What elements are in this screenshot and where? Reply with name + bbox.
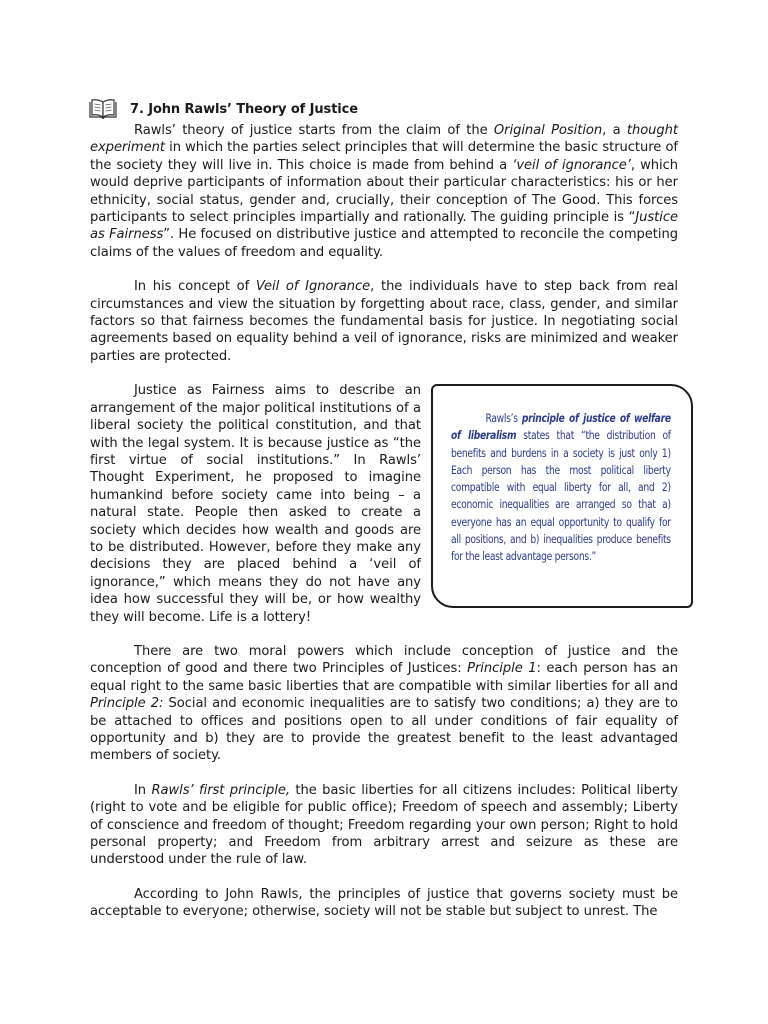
paragraph-veil-of-ignorance: In his concept of Veil of Ignorance, the individuals have to step back from real circumstances and view the situation by forgetting about race, class, gender, and similar factors so that fairness becomes the fundamental basis for justice. In negotiating social agreements based on equality behind a veil of ignorance, risks are minimized and weaker parties are protected. (90, 279, 679, 364)
document-page (90, 96, 678, 921)
section-heading (88, 96, 678, 122)
open-book-icon (88, 98, 118, 120)
paragraph-principles-of-justice: There are two moral powers which include conception of justice and the conception of good and there two Principles of Justices: Principle 1: each person has an equal right to the same basic liberties that are compatible with similar liberties for all and Principle 2: Social and economic inequalities are to satisfy two conditions; a) they are to be attached to offices and positions open to all under conditions of fair equality of opportunity and b) they are to provide the greatest benefit to the least advantaged members of society. (90, 643, 678, 764)
callout-emphasis: principle of justice of welfare of liberalism (451, 412, 671, 443)
paragraph-justice-as-fairness: Justice as Fairness aims to describe an arrangement of the major political institutions of a liberal society the political constitution, and that with the legal system. It is because justice as “the first virtue of social institutions.” In Rawls’ Thought Experiment, he proposed to imagine humankind before society came into being – a natural state. People then asked to create a society which decides how wealth and goods are to be distributed. However, before they make any decisions they are placed behind a ‘veil of ignorance,” which means they do not have any idea how successful they will be, or how wealthy they will become. Life is a lottery! (90, 383, 421, 625)
callout-box (431, 384, 693, 608)
paragraph-first-principle: In Rawls’ first principle, the basic liberties for all citizens includes: Political liberty (right to vote and be eligible for public office); Freedom of speech and assembly; Liberty of conscience and freedom of thought; Freedom regarding your own person; Right to hold personal property; and Freedom from arbitrary arrest and seizure as these are understood under the rule of law. (90, 782, 678, 868)
paragraph-acceptable-to-everyone: According to John Rawls, the principles of justice that governs society must be acceptable to everyone; otherwise, society will not be stable but subject to unrest. The (90, 886, 678, 920)
callout-text: Rawls’s principle of justice of welfare of liberalism states that “the distribution of benefits and burdens in a society is just only 1) Each person has the most political liberty compatible with equal liberty for all, and 2) economic inequalities are arranged so that a) everyone has an equal opportunity to qualify for all positions, and b) inequalities produce benefits for the least advantage persons.” (451, 412, 671, 563)
section-title: 7. John Rawls’ Theory of Justice (130, 101, 358, 117)
paragraph-original-position: Rawls’ theory of justice starts from the claim of the Original Position, a thought experiment in which the parties select principles that will determine the basic structure of the society they will live in. This choice is made from behind a ‘veil of ignorance’, which would deprive participants of information about their particular characteristics: his or her ethnicity, social status, gender and, crucially, their conception of The Good. This forces participants to select principles impartially and rationally. The guiding principle is “Justice as Fairness”. He focused on distributive justice and attempted to reconcile the competing claims of the values of freedom and equality. (90, 123, 679, 260)
